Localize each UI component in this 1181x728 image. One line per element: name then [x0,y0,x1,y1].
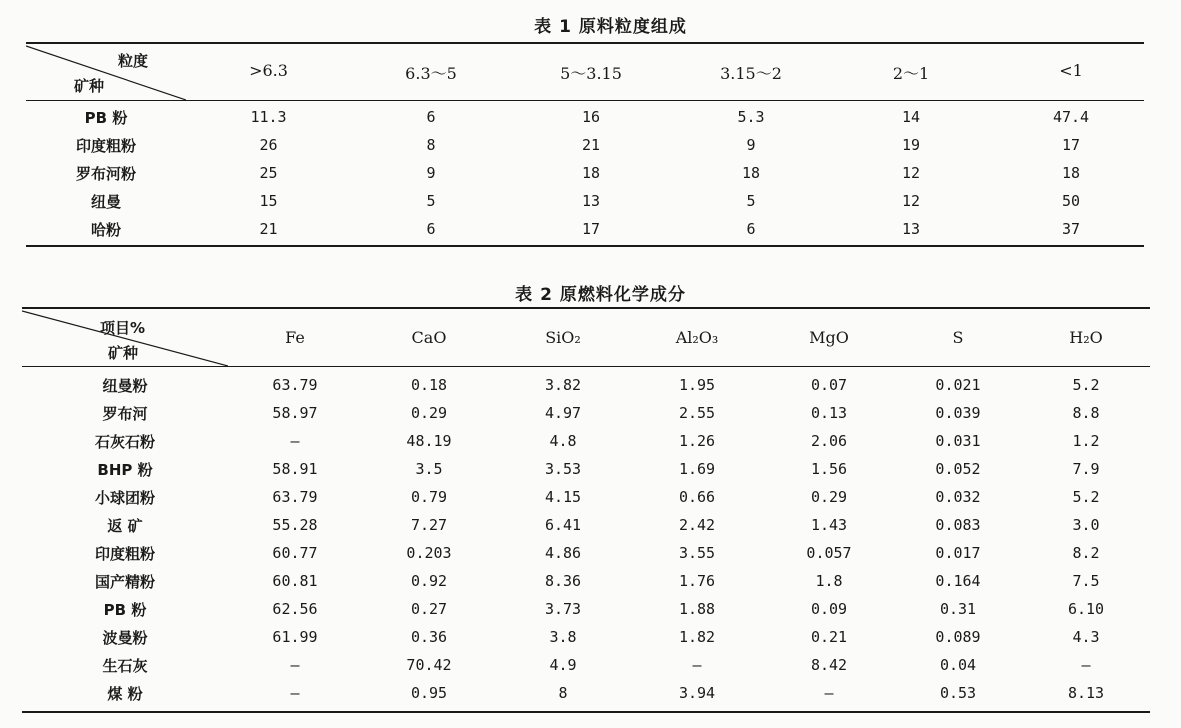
table-cell: 0.021 [935,376,981,394]
row-name: 煤 粉 [107,684,143,703]
table-cell: — [290,684,300,702]
table-cell: 0.017 [935,544,981,562]
table-cell: 15 [259,192,278,210]
table-cell: 17 [581,220,601,238]
table1-corner-cell [26,44,186,100]
table-cell: 8 [558,684,568,702]
table-row [22,427,1150,455]
table-cell: 0.27 [410,600,448,618]
table-row [26,187,1144,215]
table-cell: 0.29 [810,488,848,506]
table1-bottom-rule [26,245,1144,247]
table-cell: 7.27 [410,516,448,534]
table-cell: 4.9 [549,656,577,674]
table-cell: 0.31 [939,600,977,618]
table2-header [22,309,1150,366]
table-cell: 3.82 [544,376,582,394]
table1-column-headers [186,61,1151,84]
table-cell: 21 [581,136,601,154]
table-cell: 0.21 [810,628,848,646]
table2-caption: 表 2 原燃料化学成分 [515,285,686,305]
table-row [22,623,1150,651]
table-cell: 62.56 [272,600,318,618]
column-header: Al₂O₃ [675,328,719,347]
table-cell: 0.032 [935,488,981,506]
row-name: 哈粉 [90,220,121,239]
table-cell: 16 [581,108,601,126]
table-cell: 1.69 [678,460,716,478]
table-cell: 0.057 [806,544,852,562]
table-row [22,399,1150,427]
column-header: S [952,328,964,347]
table-cell: 3.53 [544,460,582,478]
column-header: SiO₂ [545,328,581,347]
table-cell: 3.0 [1072,516,1100,534]
table-cell: 58.91 [272,460,318,478]
table-cell: 0.29 [410,404,448,422]
table-cell: 1.2 [1072,432,1100,450]
table-cell: 0.031 [935,432,981,450]
table-cell: 21 [259,220,278,238]
table-cell: 0.089 [935,628,981,646]
table-cell: 18 [1061,164,1081,182]
table-cell: 70.42 [406,656,452,674]
table-row [26,159,1144,187]
table1-corner-bottom: 矿种 [74,77,105,95]
table-cell: 14 [901,108,921,126]
table-cell: — [692,656,702,674]
column-header: 5～3.15 [560,63,622,83]
table-cell: 4.86 [544,544,582,562]
table-cell: 0.92 [410,572,448,590]
row-name: PB 粉 [103,600,147,619]
table2-corner-bottom: 矿种 [108,344,139,362]
table-cell: 0.18 [410,376,448,394]
table-cell: 25 [259,164,278,182]
diagonal-line [26,44,186,100]
table-cell: 0.79 [410,488,448,506]
table-cell: — [290,656,300,674]
table-cell: 2.42 [678,516,716,534]
column-header: >6.3 [249,60,288,80]
table-cell: 8.2 [1072,544,1100,562]
table-cell: 12 [901,164,921,182]
table-row [26,215,1144,243]
row-name: 纽曼粉 [102,376,148,395]
table-cell: 3.94 [678,684,716,702]
table-cell: — [1081,656,1091,674]
table-row [22,483,1150,511]
table-cell: 61.99 [272,628,318,646]
table-cell: 0.66 [678,488,716,506]
row-name: 石灰石粉 [94,432,155,451]
table-cell: 60.81 [272,572,318,590]
table-cell: 0.95 [410,684,448,702]
table-cell: 0.039 [935,404,981,422]
table-cell: 5 [746,192,756,210]
table-cell: 8.8 [1072,404,1100,422]
table-cell: 48.19 [406,432,452,450]
row-name: 纽曼 [90,192,121,211]
column-header: H₂O [1069,328,1103,347]
table-cell: 55.28 [272,516,318,534]
table2-corner-top: 项目% [100,319,146,337]
table-row [26,131,1144,159]
table-cell: 17 [1061,136,1081,154]
table-cell: 0.04 [939,656,977,674]
table-row [26,103,1144,131]
table1-caption: 表 1 原料粒度组成 [534,17,687,37]
table-cell: 5.2 [1072,376,1100,394]
row-name: BHP 粉 [97,460,153,479]
table-cell: 5.3 [737,108,765,126]
table-cell: 0.13 [810,404,848,422]
table-cell: 0.09 [810,600,848,618]
table-row [22,539,1150,567]
table-cell: 9 [426,164,436,182]
table-cell: 4.15 [544,488,582,506]
table-cell: 19 [901,136,921,154]
table-cell: 9 [746,136,756,154]
column-header: 6.3～5 [405,63,457,83]
column-header: MgO [809,328,849,347]
table-cell: 0.083 [935,516,981,534]
table-cell: 5.2 [1072,488,1100,506]
table-cell: 8.42 [810,656,848,674]
column-header: CaO [411,328,447,347]
table-row [22,679,1150,707]
table1-corner-top: 粒度 [118,52,149,70]
row-name: 返 矿 [107,516,143,535]
table-cell: 1.8 [815,572,843,590]
table-cell: 4.97 [544,404,582,422]
row-name: 国产精粉 [94,572,155,591]
table-cell: — [824,684,834,702]
table-cell: 3.8 [549,628,577,646]
table-row [22,511,1150,539]
table-cell: 6 [426,220,436,238]
table-row [22,371,1150,399]
row-name: 印度粗粉 [75,136,136,155]
table-cell: 13 [581,192,601,210]
row-name: PB 粉 [84,108,128,127]
table-row [22,567,1150,595]
table-cell: 0.203 [406,544,452,562]
table-cell: 3.55 [678,544,716,562]
table1-body [26,101,1144,245]
table-row [22,455,1150,483]
row-name: 生石灰 [102,656,148,675]
table-cell: 37 [1061,220,1081,238]
table-cell: 47.4 [1052,108,1090,126]
table-cell: 7.5 [1072,572,1100,590]
table2-body [22,367,1150,711]
table-cell: 0.53 [939,684,977,702]
table-cell: 0.052 [935,460,981,478]
table-cell: 11.3 [250,108,287,126]
table-cell: 1.26 [678,432,716,450]
table-cell: 63.79 [272,488,318,506]
table-cell: 1.88 [678,600,716,618]
table-cell: 8.13 [1067,684,1105,702]
table2-bottom-rule [22,711,1150,713]
table2 [22,307,1150,713]
table-cell: 13 [901,220,921,238]
column-header: 2～1 [892,63,930,83]
row-name: 罗布河粉 [75,164,136,183]
table-cell: 1.76 [678,572,716,590]
table-cell: 12 [901,192,921,210]
table-cell: 26 [259,136,278,154]
table-cell: — [290,432,300,450]
table2-column-headers [228,328,1150,347]
table-cell: 1.56 [810,460,848,478]
table-cell: 0.36 [410,628,448,646]
column-header: <1 [1059,60,1083,80]
row-name: 波曼粉 [102,628,148,647]
column-header: 3.15～2 [720,63,782,83]
table-cell: 1.95 [678,376,716,394]
table-cell: 3.73 [544,600,582,618]
table-cell: 8 [426,136,436,154]
column-header: Fe [285,328,305,347]
table-cell: 6 [426,108,436,126]
table-row [22,651,1150,679]
table-cell: 3.5 [415,460,443,478]
table-cell: 1.82 [678,628,716,646]
table-cell: 6.41 [544,516,582,534]
table2-corner-cell [22,309,228,366]
table-cell: 0.07 [810,376,848,394]
table-cell: 60.77 [272,544,318,562]
table1-header [26,44,1144,100]
table-cell: 4.3 [1072,628,1100,646]
table-cell: 58.97 [272,404,318,422]
table1 [26,42,1144,247]
table-row [22,595,1150,623]
row-name: 印度粗粉 [94,544,155,563]
table-cell: 18 [581,164,601,182]
table-cell: 5 [426,192,436,210]
table-cell: 50 [1061,192,1081,210]
table-cell: 8.36 [544,572,582,590]
table-cell: 0.164 [935,572,981,590]
table-cell: 7.9 [1072,460,1100,478]
row-name: 罗布河 [102,404,148,423]
table-cell: 18 [741,164,761,182]
table-cell: 6 [746,220,756,238]
table-cell: 2.06 [810,432,848,450]
table-cell: 6.10 [1067,600,1105,618]
row-name: 小球团粉 [94,488,155,507]
table-cell: 1.43 [810,516,848,534]
table-cell: 4.8 [549,432,577,450]
table-cell: 63.79 [272,376,318,394]
table-cell: 2.55 [678,404,716,422]
